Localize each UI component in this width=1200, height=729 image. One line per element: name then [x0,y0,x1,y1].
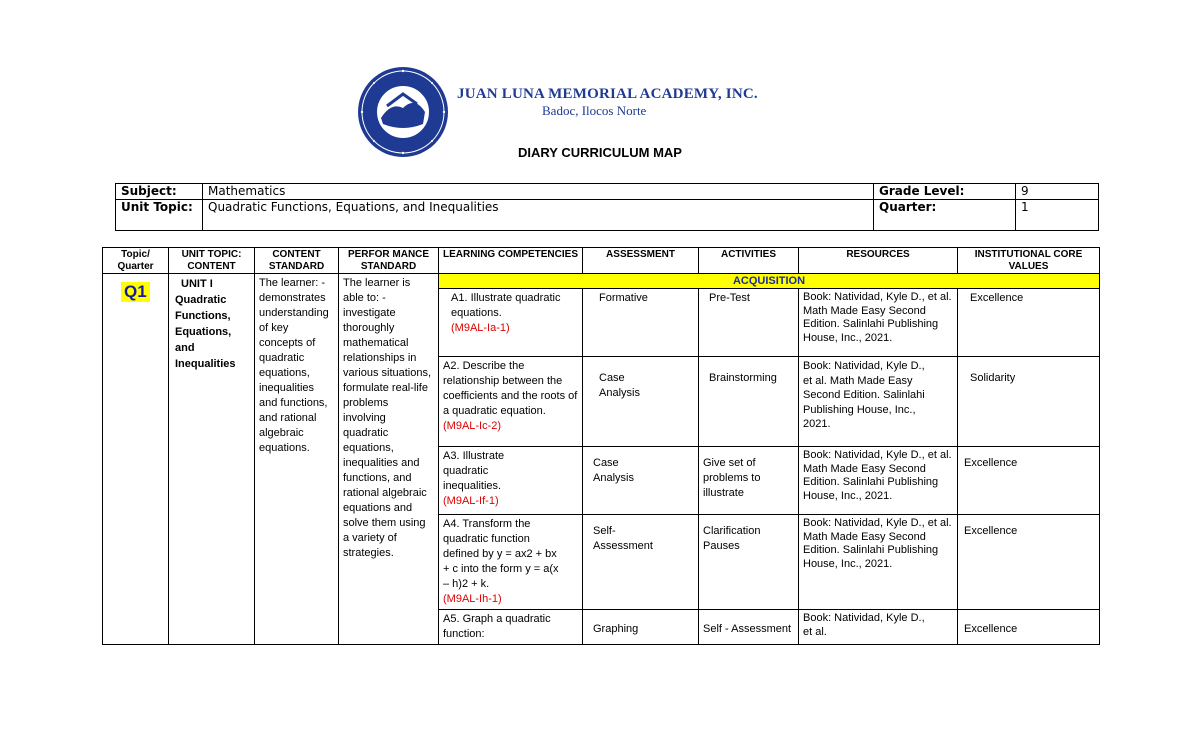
col-assessment: ASSESSMENT [583,248,699,274]
assessment-text: Case Analysis [599,372,640,399]
quarter-cell [103,274,169,645]
competency-code: (M9AL-If-1) [443,495,499,507]
subject-label: Subject: [116,184,203,200]
assessment-text: Graphing [593,623,639,635]
activity-text: Brainstorming [709,372,777,384]
activity-text: Pre-Test [709,292,750,304]
performance-standard-text: The learner is able to: -investigate thoroughly mathematical relationships in various situations, formulate real-life problems involving quadratic equations, inequalities and functions, and rational algebraic equations and solve them using a variety of strategies. [343,277,432,559]
competency-text: A2. Describe the relationship between the coefficients and the roots of a quadratic equation. [443,360,578,417]
assessment-text: Case Analysis [593,457,634,484]
competency-text: A1. Illustrate quadratic equations. [451,292,561,319]
activity-text: Clarification Pauses [703,525,761,552]
core-value-text: Excellence [964,623,1018,635]
assessment-text: Self- Assessment [593,525,653,552]
unit-line: Quadratic [175,294,227,306]
quarter-value: 1 [1016,200,1099,231]
resource-text: Book: Natividad, Kyle D., et al. Math Made Easy Second Edition. Salinlahi Publishing House, Inc., 2021. [803,291,952,344]
content-standard-cell [255,274,339,645]
unit-title: UNIT I [181,278,213,290]
col-topic-quarter: Topic/ Quarter [103,248,169,274]
col-performance-standard: PERFOR MANCE STANDARD [339,248,439,274]
col-activities: ACTIVITIES [699,248,799,274]
grade-level-value: 9 [1016,184,1099,200]
resource-text: Book: Natividad, Kyle D., et al. [803,612,925,638]
unit-topic-cell [169,274,255,645]
competency-text: A5. Graph a quadratic function: [443,613,551,640]
quarter-label: Quarter: [874,200,1016,231]
assessment-text: Formative [599,292,648,304]
performance-standard-cell [339,274,439,645]
unit-line: Functions, [175,310,231,322]
resource-text: Book: Natividad, Kyle D., et al. Math Made Easy Second Edition. Salinlahi Publishing House, Inc., 2021. [803,517,952,570]
core-value-text: Solidarity [970,372,1016,384]
competency-code: (M9AL-Ic-2) [443,420,502,432]
unit-line: Equations, [175,326,232,338]
col-core-values: INSTITUTIONAL CORE VALUES [958,248,1100,274]
competency-code: (M9AL-Ia-1) [451,322,510,334]
document-title: DIARY CURRICULUM MAP [518,145,682,160]
unit-topic-value: Quadratic Functions, Equations, and Inequalities [203,200,874,231]
core-value-text: Excellence [964,525,1018,537]
competency-text: A4. Transform the quadratic function defined by y = ax2 + bx + c into the form y = a(x – h)2 + k. [443,518,559,590]
core-value-text: Excellence [964,457,1018,469]
content-standard-text: The learner: -demonstrates understanding of key concepts of quadratic equations, inequalities and functions, and rational algebraic equations. [259,277,329,454]
resource-text: Book: Natividad, Kyle D., et al. Math Made Easy Second Edition. Salinlahi Publishing House, Inc., 2021. [803,449,952,502]
competency-text: A3. Illustrate quadratic inequalities. [443,450,505,492]
col-learning-competencies: LEARNING COMPETENCIES [439,248,583,274]
acquisition-banner: ACQUISITION [439,274,1100,289]
competency-code: (M9AL-Ih-1) [443,593,502,605]
curriculum-map-table [102,247,1100,645]
activity-text: Self - Assessment [703,623,792,635]
col-resources: RESOURCES [799,248,958,274]
core-value-text: Excellence [970,292,1024,304]
activity-text: Give set of problems to illustrate [703,457,761,499]
school-address: Badoc, Ilocos Norte [542,103,647,118]
unit-line: Inequalities [175,358,236,370]
unit-line: and [175,342,195,354]
col-content-standard: CONTENT STANDARD [255,248,339,274]
unit-topic-label: Unit Topic: [116,200,203,231]
resource-text: Book: Natividad, Kyle D., et al. Math Made Easy Second Edition. Salinlahi Publishing House, Inc., 2021. [803,360,925,430]
grade-level-label: Grade Level: [874,184,1016,200]
subject-value: Mathematics [203,184,874,200]
col-unit-topic: UNIT TOPIC: CONTENT [169,248,255,274]
info-table [115,183,1099,231]
quarter-badge: Q1 [121,282,150,302]
school-name: JUAN LUNA MEMORIAL ACADEMY, INC. [457,86,758,102]
